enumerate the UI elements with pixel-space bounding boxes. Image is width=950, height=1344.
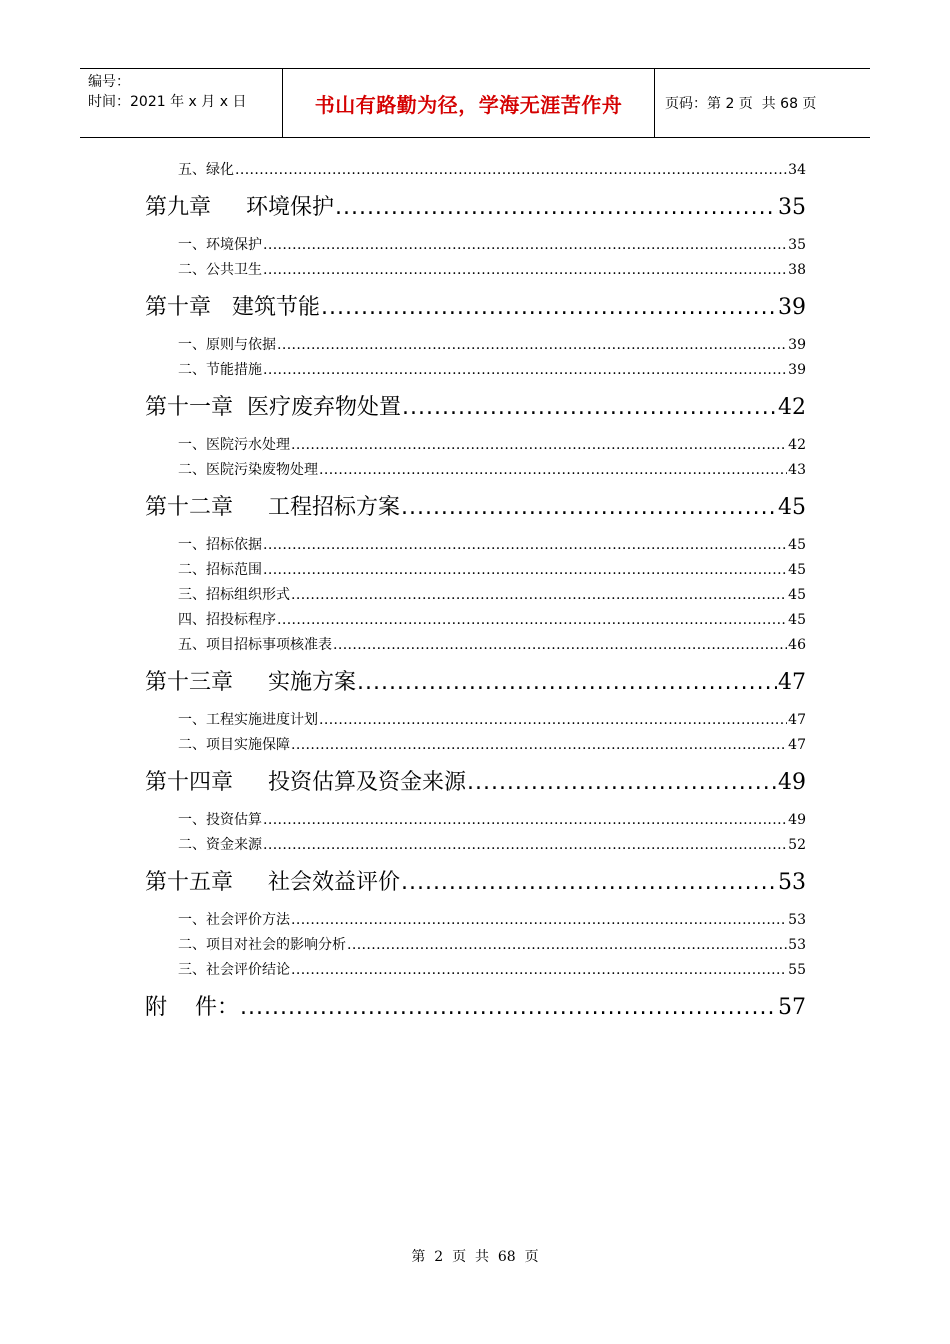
document-date: 时间：2021 年 x 月 x 日 <box>88 94 247 110</box>
toc-entry-title: 二、项目对社会的影响分析 <box>178 937 346 953</box>
page-header <box>80 68 870 138</box>
toc-entry-page: 39 <box>788 337 806 353</box>
toc-section-entry[interactable] <box>145 633 806 658</box>
toc-entry-title: 一、社会评价方法 <box>178 912 290 928</box>
toc-leader-dots <box>291 958 787 983</box>
toc-chapter-entry[interactable] <box>145 483 806 533</box>
toc-section-entry[interactable] <box>145 733 806 758</box>
toc-section-entry[interactable] <box>145 583 806 608</box>
toc-leader-dots <box>240 983 777 1033</box>
toc-section-entry[interactable] <box>145 433 806 458</box>
header-meta <box>80 69 282 137</box>
toc-entry-page: 35 <box>778 195 806 220</box>
toc-entry-title: 五、项目招标事项核准表 <box>178 637 332 653</box>
toc-entry-page: 42 <box>778 395 806 420</box>
toc-leader-dots <box>263 808 787 833</box>
toc-leader-dots <box>321 283 777 333</box>
toc-leader-dots <box>335 183 777 233</box>
toc-entry-page: 53 <box>788 912 806 928</box>
toc-entry-title: 附 件： <box>145 995 239 1020</box>
header-page-info: 页码：第 2 页 共 68 页 <box>665 96 817 112</box>
toc-section-entry[interactable] <box>145 808 806 833</box>
toc-entry-title: 一、环境保护 <box>178 237 262 253</box>
toc-entry-title: 四、招投标程序 <box>178 612 276 628</box>
toc-leader-dots <box>263 833 787 858</box>
toc-chapter-entry[interactable] <box>145 658 806 708</box>
toc-section-entry[interactable] <box>145 233 806 258</box>
toc-leader-dots <box>319 458 787 483</box>
toc-entry-page: 45 <box>788 587 806 603</box>
toc-section-entry[interactable] <box>145 333 806 358</box>
toc-section-entry[interactable] <box>145 608 806 633</box>
toc-entry-page: 46 <box>788 637 806 653</box>
toc-leader-dots <box>263 358 787 383</box>
toc-entry-page: 39 <box>778 295 806 320</box>
toc-section-entry[interactable] <box>145 833 806 858</box>
toc-entry-page: 47 <box>788 712 806 728</box>
toc-section-entry[interactable] <box>145 933 806 958</box>
toc-section-entry[interactable] <box>145 258 806 283</box>
toc-entry-title: 一、医院污水处理 <box>178 437 290 453</box>
toc-entry-page: 35 <box>788 237 806 253</box>
header-motto: 书山有路勤为径，学海无涯苦作舟 <box>282 69 655 137</box>
toc-entry-title: 第十三章 实施方案 <box>145 670 356 695</box>
toc-entry-title: 二、节能措施 <box>178 362 262 378</box>
toc-leader-dots <box>401 483 777 533</box>
toc-entry-page: 42 <box>788 437 806 453</box>
toc-entry-title: 五、绿化 <box>178 162 234 178</box>
toc-leader-dots <box>291 733 787 758</box>
toc-section-entry[interactable] <box>145 158 806 183</box>
toc-entry-title: 一、原则与依据 <box>178 337 276 353</box>
toc-appendix-entry[interactable] <box>145 983 806 1033</box>
toc-leader-dots <box>263 533 787 558</box>
toc-entry-title: 一、投资估算 <box>178 812 262 828</box>
table-of-contents <box>145 158 806 1033</box>
toc-entry-title: 二、项目实施保障 <box>178 737 290 753</box>
toc-entry-title: 二、招标范围 <box>178 562 262 578</box>
toc-leader-dots <box>277 608 787 633</box>
toc-entry-page: 45 <box>788 537 806 553</box>
toc-chapter-entry[interactable] <box>145 283 806 333</box>
toc-entry-page: 47 <box>778 670 806 695</box>
toc-entry-page: 55 <box>788 962 806 978</box>
toc-chapter-entry[interactable] <box>145 383 806 433</box>
toc-section-entry[interactable] <box>145 358 806 383</box>
toc-section-entry[interactable] <box>145 958 806 983</box>
toc-entry-page: 49 <box>778 770 806 795</box>
toc-chapter-entry[interactable] <box>145 183 806 233</box>
toc-entry-title: 二、公共卫生 <box>178 262 262 278</box>
toc-leader-dots <box>291 583 787 608</box>
toc-leader-dots <box>235 158 787 183</box>
page-footer: 第 2 页 共 68 页 <box>411 1249 539 1265</box>
toc-entry-page: 52 <box>788 837 806 853</box>
toc-entry-page: 45 <box>788 562 806 578</box>
document-number-label: 编号： <box>88 74 130 90</box>
toc-chapter-entry[interactable] <box>145 758 806 808</box>
toc-leader-dots <box>263 258 787 283</box>
toc-leader-dots <box>291 908 787 933</box>
toc-entry-page: 34 <box>788 162 806 178</box>
toc-leader-dots <box>319 708 787 733</box>
toc-leader-dots <box>263 233 787 258</box>
toc-entry-title: 第九章 环境保护 <box>145 195 334 220</box>
toc-chapter-entry[interactable] <box>145 858 806 908</box>
toc-entry-page: 45 <box>778 495 806 520</box>
toc-entry-title: 二、医院污染废物处理 <box>178 462 318 478</box>
toc-entry-title: 第十二章 工程招标方案 <box>145 495 400 520</box>
toc-leader-dots <box>333 633 787 658</box>
toc-entry-page: 53 <box>778 870 806 895</box>
toc-entry-page: 57 <box>778 995 806 1020</box>
toc-entry-page: 45 <box>788 612 806 628</box>
toc-entry-page: 38 <box>788 262 806 278</box>
toc-leader-dots <box>402 383 777 433</box>
toc-entry-title: 第十一章 医疗废弃物处置 <box>145 395 401 420</box>
toc-section-entry[interactable] <box>145 908 806 933</box>
toc-section-entry[interactable] <box>145 458 806 483</box>
toc-leader-dots <box>277 333 787 358</box>
toc-section-entry[interactable] <box>145 558 806 583</box>
toc-section-entry[interactable] <box>145 533 806 558</box>
toc-leader-dots <box>401 858 777 908</box>
toc-entry-title: 第十章 建筑节能 <box>145 295 320 320</box>
toc-section-entry[interactable] <box>145 708 806 733</box>
toc-entry-title: 三、招标组织形式 <box>178 587 290 603</box>
toc-entry-title: 一、招标依据 <box>178 537 262 553</box>
toc-leader-dots <box>291 433 787 458</box>
toc-entry-title: 三、社会评价结论 <box>178 962 290 978</box>
toc-entry-title: 一、工程实施进度计划 <box>178 712 318 728</box>
toc-entry-title: 第十五章 社会效益评价 <box>145 870 400 895</box>
toc-leader-dots <box>467 758 777 808</box>
toc-entry-page: 53 <box>788 937 806 953</box>
toc-entry-title: 第十四章 投资估算及资金来源 <box>145 770 466 795</box>
toc-entry-page: 43 <box>788 462 806 478</box>
toc-entry-page: 49 <box>788 812 806 828</box>
toc-entry-page: 47 <box>788 737 806 753</box>
toc-leader-dots <box>357 658 777 708</box>
toc-leader-dots <box>347 933 787 958</box>
toc-entry-title: 二、资金来源 <box>178 837 262 853</box>
toc-leader-dots <box>263 558 787 583</box>
toc-entry-page: 39 <box>788 362 806 378</box>
